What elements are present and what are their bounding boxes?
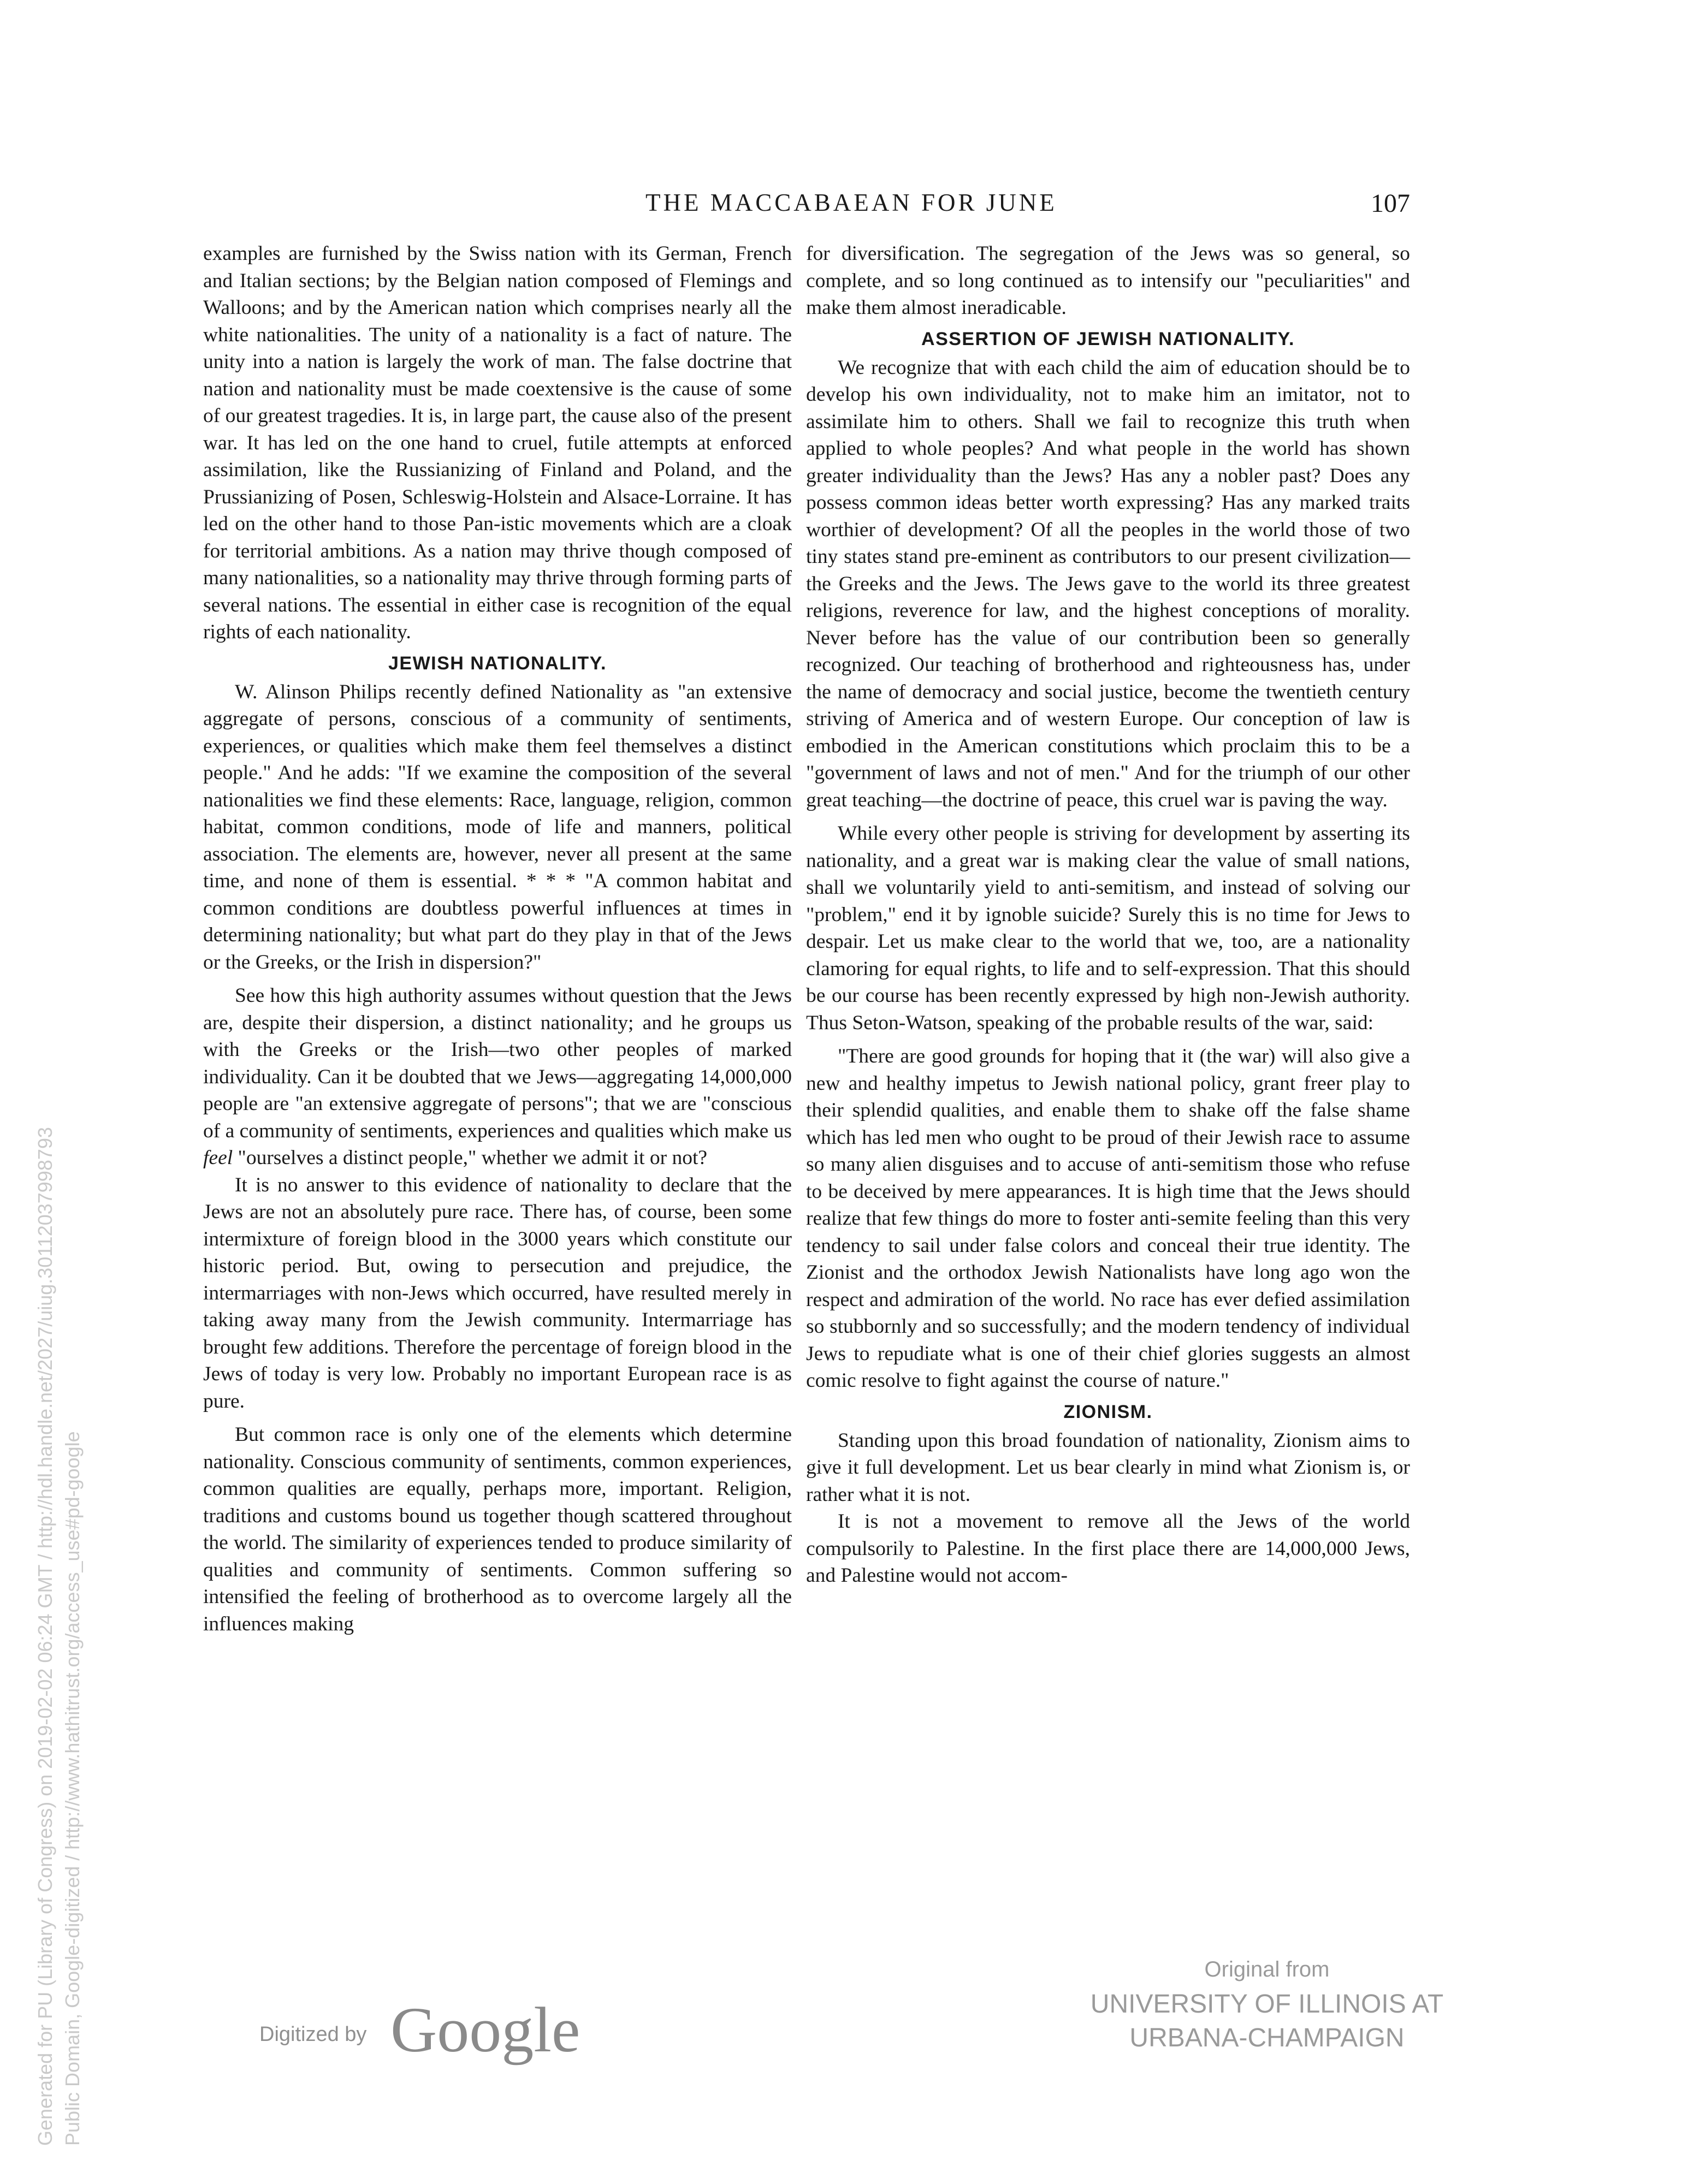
section-heading-assertion: ASSERTION OF JEWISH NATIONALITY. bbox=[921, 328, 1295, 349]
paragraph: While every other people is striving for development by asserting its nationality, and a great war is making clear the value of small nations, shall we voluntarily yield to anti-semitism, and instead of solving our "problem," end it by ignoble suicide? Surely this is no time for Jews to despair. Let us make clear to the world that we, too, are a nationality clamoring for equal rights, to life and to self-expression. That this should be our course has been recently expressed by high non-Jewish authority. Thus Seton-Watson, speaking of the probable results of the war, said: bbox=[806, 822, 1410, 1034]
watermark-line-2: Public Domain, Google-digitized / http://www.hathitrust.org/access_use#pd-google bbox=[61, 1431, 84, 2146]
digitized-by-google bbox=[259, 1993, 598, 2064]
watermark-line-1: Generated for PU (Library of Congress) on 2019-02-02 06:24 GMT / http://hdl.handle.net/2027/uiug.30112037998793 bbox=[34, 1127, 56, 2146]
paragraph-text: See how this high authority assumes without question that the Jews are, despite their dispersion, a distinct nationality; and he groups us with the Greeks or the Irish—two other peoples of marked individuality. Can it be doubted that we Jews—aggregating 14,000,000 people are "an extensive aggregate of persons"; that we are "conscious of a community of sentiments, experiences and qualities which make us bbox=[203, 984, 792, 1142]
institution-line-2: URBANA-CHAMPAIGN bbox=[1129, 2023, 1405, 2052]
paragraph: It is not a movement to remove all the Jews of the world compulsorily to Palestine. In the first place there are 14,000,000 Jews, and Palestine would not accom- bbox=[806, 1510, 1410, 1587]
paragraph: But common race is only one of the elements which determine nationality. Conscious community of sentiments, common experiences, common qualities are equally, perhaps more, important. Religion, traditions and customs bound us together though scattered throughout the world. The similarity of experiences tended to produce similarity of qualities and community of sentiments. Common suffering so intensified the feeling of brotherhood as to overcome largely all the influences making bbox=[203, 1423, 792, 1635]
original-from-label: Original from bbox=[1204, 1957, 1330, 1981]
google-logo: Google bbox=[390, 1994, 581, 2066]
digitized-by-label: Digitized by bbox=[259, 2023, 367, 2046]
paragraph: examples are furnished by the Swiss nation with its German, French and Italian sections; by the Belgian nation composed of Flemings and Walloons; and by the American nation which comprises nearly all the white nationalities. The unity of a nationality is a fact of nature. The unity into a nation is largely the work of man. The false doctrine that nation and nationality must be made coextensive is the cause of some of our greatest tragedies. It is, in large part, the cause also of the present war. It has led on the one hand to cruel, futile attempts at enforced assimilation, like the Russianizing of Finland and Poland, and the Prussianizing of Posen, Schleswig-Holstein and Alsace-Lorraine. It has led on the other hand to those Pan-istic movements which are a cloak for territorial ambitions. As a nation may thrive though composed of many nationalities, so a nationality may thrive through forming parts of several nations. The essential in either case is recognition of the equal rights of each nationality. bbox=[203, 242, 792, 643]
left-column bbox=[203, 240, 792, 1637]
paragraph: We recognize that with each child the aim of education should be to develop his own individuality, not to make him an imitator, not to assimilate him to others. Shall we fail to recognize this truth when applied to whole peoples? And what people in the world has shown greater individuality than the Jews? Has any a nobler past? Does any possess common ideas better worth expressing? Has any marked traits worthier of development? Of all the peoples in the world those of two tiny states stand pre-eminent as contributors to our present civilization—the Greeks and the Jews. The Jews gave to the world its three greatest religions, reverence for law, and the highest conceptions of morality. Never before has the value of our contribution been so generally recognized. Our teaching of brotherhood and righteousness has, under the name of democracy and social justice, become the twentieth century striving of America and of western Europe. Our conception of law is embodied in the American constitutions which proclaim this to be a "government of laws and not of men." And for the triumph of our other great teaching—the doctrine of peace, this cruel war is paving the way. bbox=[806, 356, 1410, 811]
paragraph: It is no answer to this evidence of nationality to declare that the Jews are not an absolutely pure race. There has, of course, been some intermixture of foreign blood in the 3000 years which constitute our historic period. But, owing to persecution and prejudice, the intermarriages with non-Jews which occurred, have resulted merely in taking away many from the Jewish community. Intermarriage has brought few additions. Therefore the percentage of foreign blood in the Jews of today is very low. Probably no important European race is as pure. bbox=[203, 1173, 792, 1413]
original-from-credit bbox=[1027, 1954, 1507, 2055]
institution-line-1: UNIVERSITY OF ILLINOIS AT bbox=[1090, 1990, 1444, 2019]
paragraph: W. Alinson Philips recently defined Nationality as "an extensive aggregate of persons, conscious of a community of sentiments, experiences, or qualities which make them feel themselves a distinct people." And he adds: "If we examine the composition of the several nationalities we find these elements: Race, language, religion, common habitat, common conditions, mode of life and manners, political association. The elements are, however, never all present at the same time, and none of them is essential. * * * "A common habitat and common conditions are doubtless powerful influences at times in determining nationality; but what part do they play in that of the Jews or the Greeks, or the Irish in dispersion?" bbox=[203, 680, 792, 974]
section-heading-jewish-nationality: JEWISH NATIONALITY. bbox=[388, 652, 607, 674]
paragraph bbox=[203, 982, 792, 1172]
running-title: THE MACCABAEAN FOR JUNE bbox=[645, 189, 1057, 216]
paragraph: for diversification. The segregation of the Jews was so general, so complete, and so long continued as to intensify our "peculiarities" and make them almost ineradicable. bbox=[806, 242, 1410, 319]
section-heading-zionism: ZIONISM. bbox=[1063, 1401, 1153, 1422]
emphasis-text: feel bbox=[203, 1147, 233, 1169]
page-number: 107 bbox=[1371, 189, 1410, 218]
paragraph-text: "ourselves a distinct people," whether we admit it or not? bbox=[233, 1147, 708, 1169]
running-head bbox=[203, 188, 1410, 227]
right-column bbox=[806, 240, 1410, 1589]
block-quote: "There are good grounds for hoping that it (the war) will also give a new and healthy impetus to Jewish national policy, grant freer play to their splendid qualities, and enable them to shake off the false shame which has led men who ought to be proud of their Jewish race to assume so many alien disguises and to accuse of anti-semitism those who refuse to be deceived by mere appearances. It is high time that the Jews should realize that few things do more to foster anti-semite feeling than this very tendency to sail under false colors and conceal their true identity. The Zionist and the orthodox Jewish Nationalists have long ago won the respect and admiration of the world. No race has ever defied assimilation so stubbornly and so successfully; and the modern tendency of individual Jews to repudiate what is one of their chief glories suggests an almost comic resolve to fight against the course of nature." bbox=[806, 1045, 1410, 1392]
hathitrust-watermark bbox=[32, 835, 86, 2146]
paragraph: Standing upon this broad foundation of nationality, Zionism aims to give it full development. Let us bear clearly in mind what Zionism is, or rather what it is not. bbox=[806, 1429, 1410, 1506]
